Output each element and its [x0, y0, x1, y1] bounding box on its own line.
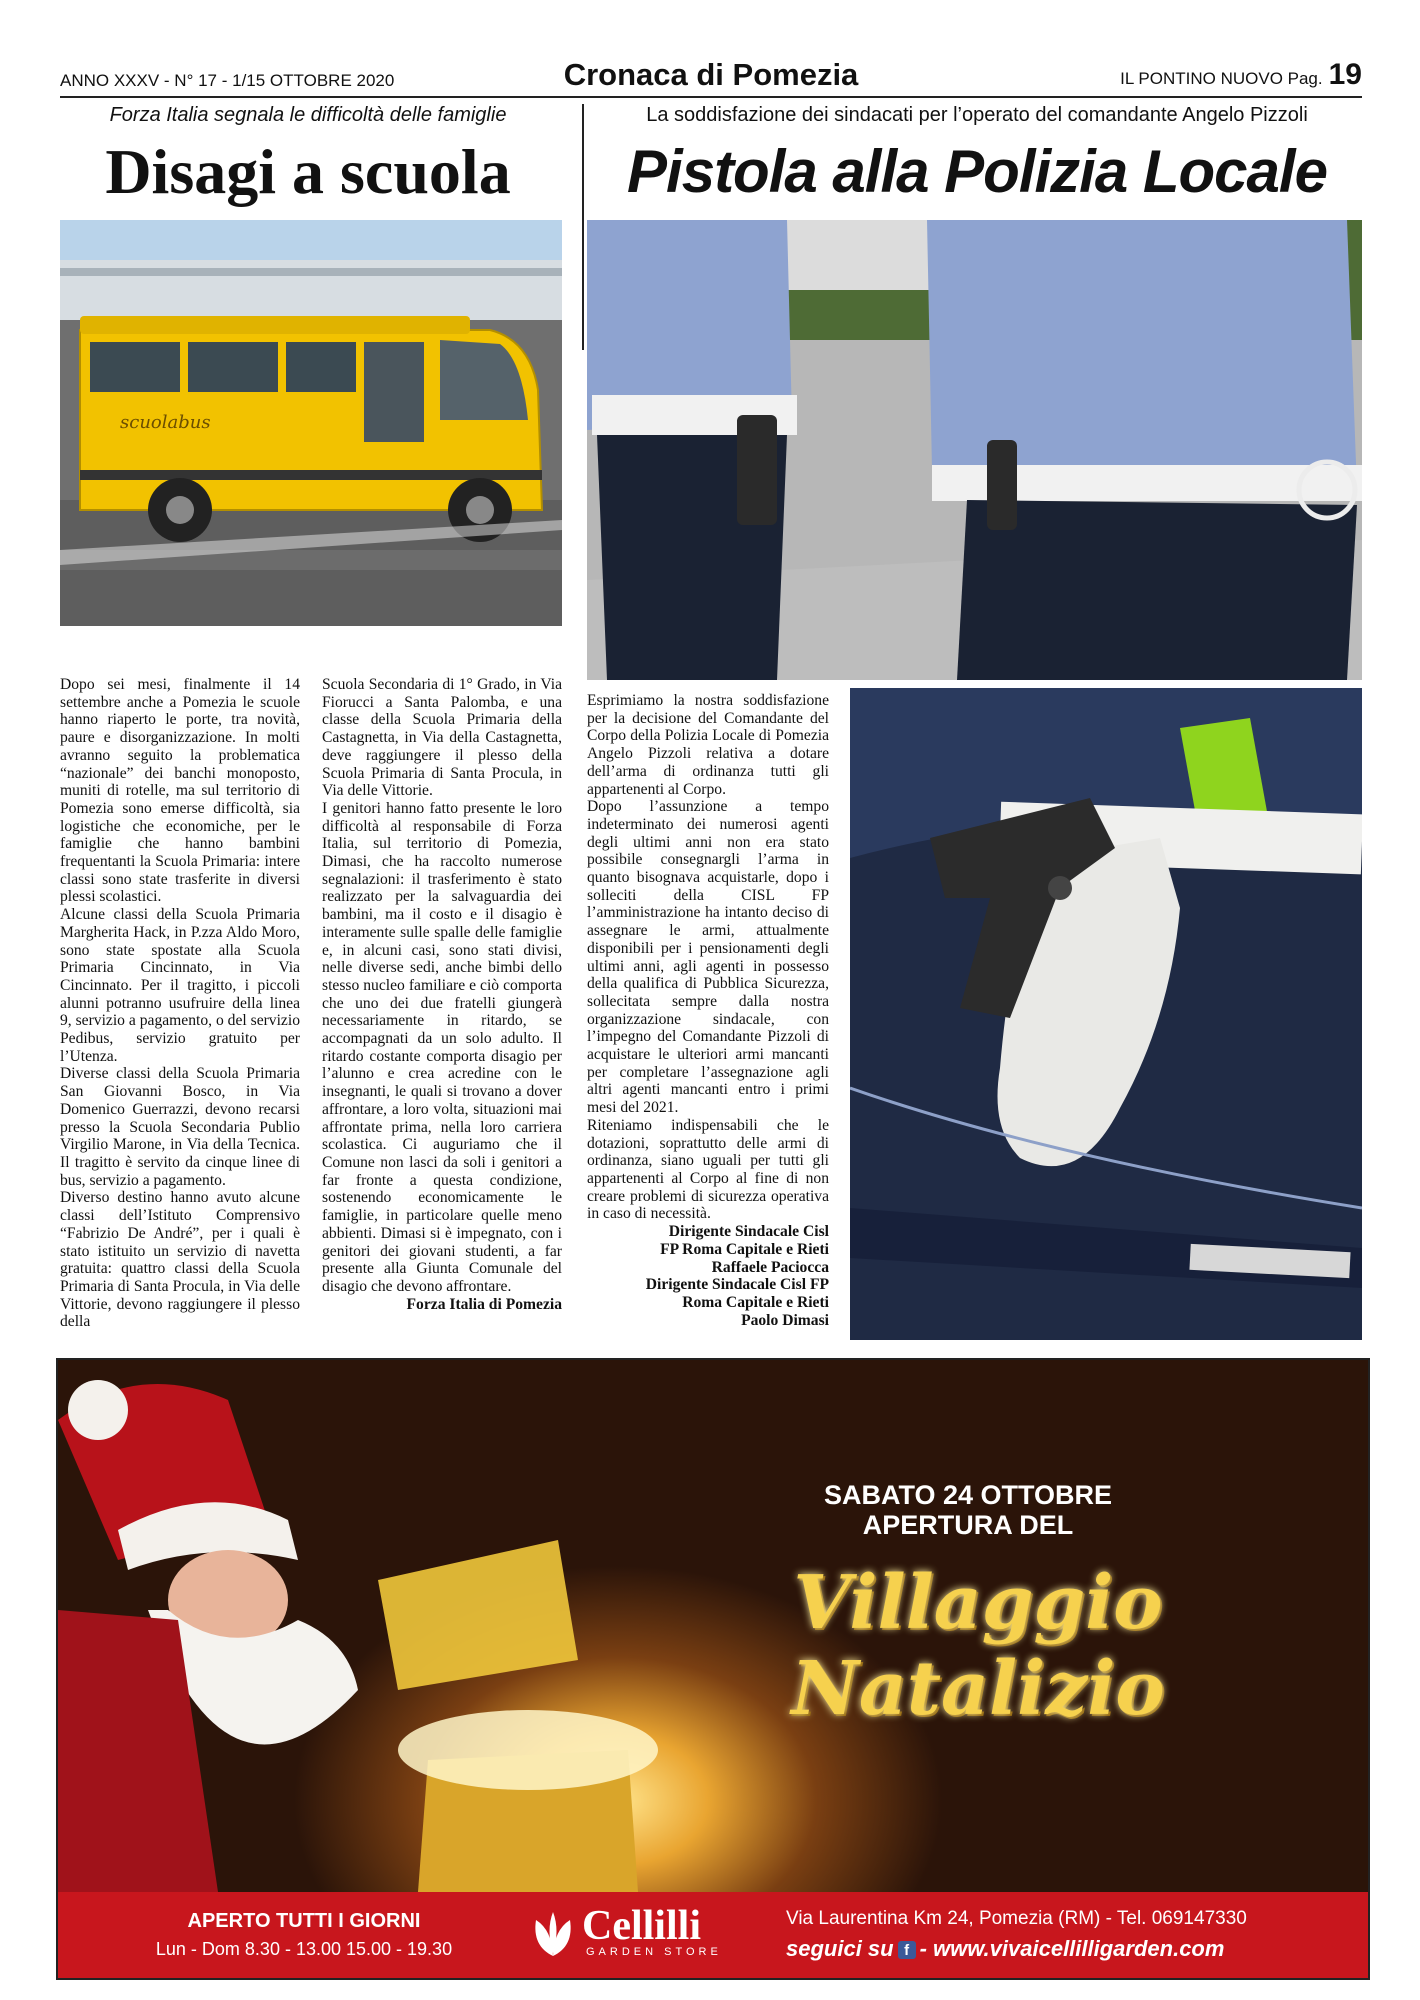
leaf-logo-icon	[528, 1910, 578, 1958]
website-link[interactable]: - www.vivaicellilligarden.com	[919, 1936, 1225, 1961]
issue-info: ANNO XXXV - N° 17 - 1/15 OTTOBRE 2020	[60, 71, 395, 90]
paragraph: Diverso destino hanno avuto alcune classi dell’Istituto Comprensivo “Fabrizio De André”, per i quali è stato istituito un servizio di navetta gratuita: quattro classi della Scuola Primaria di Santa Procula, in Via delle Vittorie, devono raggiungere il plesso della	[60, 1189, 300, 1331]
store-address: Via Laurentina Km 24, Pomezia (RM) - Tel. 069147330	[786, 1908, 1247, 1929]
ad-title-line: Villaggio	[793, 1560, 1163, 1646]
left-kicker: Forza Italia segnala le difficoltà delle famiglie	[109, 104, 507, 126]
left-article-signature: Forza Italia di Pomezia	[406, 1295, 562, 1313]
follow-label: seguici su	[786, 1936, 894, 1961]
ad-title-line: Natalizio	[791, 1646, 1165, 1732]
paragraph: Esprimiamo la nostra soddisfazione per la decisione del Comandante del Corpo della Polizia Locale di Pomezia Angelo Pizzoli relativa a dotare dell’arma di ordinanza tutti gli appartenenti al Corpo.	[587, 692, 829, 798]
signature-line: FP Roma Capitale e Rieti	[660, 1240, 829, 1258]
opening-hours: Lun - Dom 8.30 - 13.00 15.00 - 19.30	[155, 1939, 453, 1959]
ad-event-title	[718, 1560, 1238, 1732]
open-every-day-label: APERTO TUTTI I GIORNI	[187, 1910, 421, 1932]
section-title: Cronaca di Pomezia	[563, 57, 859, 92]
advertisement-banner[interactable]	[56, 1358, 1370, 1980]
page-number: 19	[1328, 58, 1362, 91]
right-article-column	[587, 692, 829, 1329]
holster-pistol-photo	[850, 688, 1362, 1340]
ad-opening-line: APERTURA DEL	[862, 1510, 1074, 1540]
school-bus-photo	[60, 220, 562, 626]
paper-name: IL PONTINO NUOVO Pag.	[1120, 69, 1323, 88]
paragraph: Alcune classi della Scuola Primaria Margherita Hack, in P.zza Aldo Moro, sono state spostate alla Scuola Primaria Cincinnato, in Via Cincinnato. Per il tragitto, i piccoli alunni potranno usufruire della linea 9, servizio a pagamento, o del servizio Pedibus, servizio gratuito per l’Utenza.	[60, 906, 300, 1065]
cellilli-logo	[528, 1903, 748, 1958]
ad-footer-bar	[58, 1892, 1368, 1978]
signature-line: Roma Capitale e Rieti	[682, 1293, 829, 1311]
masthead	[60, 58, 1362, 98]
column-divider	[582, 104, 584, 350]
left-article-column-2	[322, 676, 562, 1313]
facebook-icon[interactable]: f	[898, 1941, 916, 1959]
signature-line: Dirigente Sindacale Cisl FP	[645, 1276, 829, 1294]
brand-name: Cellilli	[582, 1903, 701, 1949]
right-headline: Pistola alla Polizia Locale	[627, 138, 1327, 205]
social-line	[786, 1936, 1346, 1962]
paragraph: Dopo sei mesi, finalmente il 14 settembre anche a Pomezia le scuole hanno riaperto le porte, tra novità, paure e disorganizzazione. In molti avranno seguito la problematica “nazionale” dei banchi monoposto, muniti di rotelle, ma sul territorio di Pomezia sono emerse difficoltà, sia logistiche che economiche, per le famiglie che hanno bambini frequentanti la Scuola Primaria: intere classi sono state trasferite in diversi plessi scolastici.	[60, 676, 300, 906]
page-info	[1120, 58, 1362, 92]
left-article-column-1	[60, 676, 300, 1331]
paragraph: Diverse classi della Scuola Primaria San Giovanni Bosco, in Via Domenico Guerrazzi, devono recarsi presso la Scuola Secondaria Publio Virgilio Marone, in Via della Tecnica. Il tragitto è servito da cinque linee di bus, servizio a pagamento.	[60, 1065, 300, 1189]
ad-date-line: SABATO 24 OTTOBRE	[823, 1480, 1113, 1510]
left-headline: Disagi a scuola	[105, 136, 511, 207]
paragraph: Riteniamo indispensabili che le dotazioni, soprattutto delle armi di ordinanza, siano uguali per tutti gli appartenenti al Corpo al fine di non creare problemi di sicurezza operativa in caso di necessità.	[587, 1116, 829, 1223]
santa-claus-illustration	[58, 1360, 698, 1892]
contact-block	[786, 1908, 1346, 1962]
ad-date-text	[718, 1480, 1218, 1540]
brand-subtitle: GARDEN STORE	[586, 1946, 722, 1958]
paragraph: Dopo l’assunzione a tempo indeterminato dei numerosi agenti degli ultimi anni non era stato possibile consegnargli l’arma in quanto bisognava acquistarle, dopo i solleciti della CISL FP l’amministrazione ha intanto deciso di assegnare le armi, attualmente disponibili per i pensionamenti degli ultimi anni, agli agenti in possesso della qualifica di Pubblica Sicurezza, sollecitata sempre dalla nostra organizzazione sindacale, con l’impegno del Comandante Pizzoli di acquistare le ulteriori armi mancanti per completare l’assegnazione agli altri agenti mancanti entro i primi mesi del 2021.	[587, 798, 829, 1117]
paragraph: Scuola Secondaria di 1° Grado, in Via Fiorucci a Santa Palomba, e una classe della Scuola Primaria della Castagnetta, in Via della Castagnetta, deve raggiungere il plesso della Scuola Primaria di Santa Procula, in Via delle Vittorie.	[322, 676, 562, 800]
paragraph: I genitori hanno fatto presente le loro difficoltà al responsabile di Forza Italia, sul territorio di Pomezia, Dimasi, che ha raccolto numerose segnalazioni: il trasferimento è stato realizzato per la salvaguardia dei bambini, ma il costo e il disagio è interamente sulle spalle delle famiglie e, in alcuni casi, sono stati divisi, nelle diverse sedi, anche bimbi dello stesso nucleo familiare e ciò comporta che uno dei due fratelli giungerà necessariamente in ritardo, se accompagnati da un solo adulto. Il ritardo costante comporta disagio per l’alunno e crea acredine con le insegnanti, le quali si trovano a dover affrontare, a loro volta, situazioni mai affrontate prima, nella loro carriera scolastica. Ci auguriamo che il Comune non lasci da soli i genitori a far fronte a questa condizione, sostenendo economicamente le famiglie, in particolare quelle meno abbienti. Dimasi si è impegnato, con i genitori dei giovani studenti, a far presente alla Giunta Comunale del disagio che devono affrontare.	[322, 799, 562, 1295]
bus-label: scuolabus	[120, 412, 211, 433]
signature-line: Raffaele Paciocca	[711, 1258, 829, 1276]
right-kicker: La soddisfazione dei sindacati per l’operato del comandante Angelo Pizzoli	[646, 104, 1308, 126]
signature-line: Paolo Dimasi	[741, 1311, 829, 1329]
signature-line: Dirigente Sindacale Cisl	[668, 1223, 829, 1241]
police-officers-photo	[587, 220, 1362, 680]
opening-hours-block	[154, 1910, 454, 1960]
